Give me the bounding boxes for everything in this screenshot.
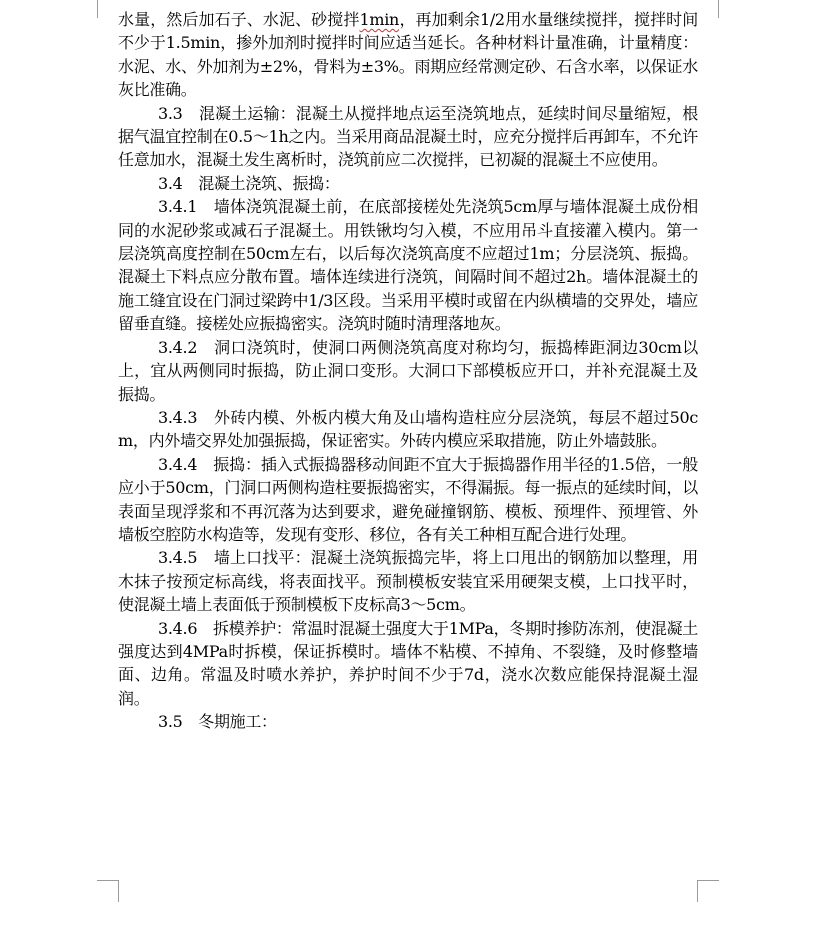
crop-mark-bottom-right-horizontal xyxy=(697,880,719,881)
crop-mark-top-right-vertical xyxy=(718,0,719,18)
paragraph-3-4-5[interactable]: 3.4.5 墙上口找平：混凝土浇筑振捣完毕，将上口甩出的钢筋加以整理，用木抹子按预定标高线，将表面找平。预制模板安装宜采用硬架支模，上口找平时，使混凝土墙上表面低于预制模板下皮标高3～5cm。 xyxy=(118,548,698,615)
crop-mark-bottom-left-horizontal xyxy=(97,880,119,881)
text-segment: 水量，然后加石子、水泥、砂搅拌 xyxy=(118,10,360,29)
paragraph-3-4-3[interactable]: 3.4.3 外砖内模、外板内模大角及山墙构造柱应分层浇筑，每层不超过50cm，内外墙交界处加强振捣，保证密实。外砖内模应采取措施，防止外墙鼓胀。 xyxy=(118,407,698,451)
paragraph-3-4-2[interactable]: 3.4.2 洞口浇筑时，使洞口两侧浇筑高度对称均匀，振捣棒距洞边30cm以上，宜从两侧同时振捣，防止洞口变形。大洞口下部模板应开口，并补充混凝土及振捣。 xyxy=(118,337,698,404)
spellcheck-flagged-word[interactable]: 1min xyxy=(359,10,400,29)
crop-mark-top-left-vertical xyxy=(97,0,98,18)
paragraph-3-4-1[interactable]: 3.4.1 墙体浇筑混凝土前，在底部接槎处先浇筑5cm厚与墙体混凝土成份相同的水泥砂浆或减石子混凝土。用铁锹均匀入模，不应用吊斗直接灌入模内。第一层浇筑高度控制在50cm左右，以后每次浇筑高度不应超过1m；分层浇筑、振捣。混凝土下料点应分散布置。墙体连续进行浇筑，间隔时间不超过2h。墙体混凝土的施工缝宜设在门洞过梁跨中1/3区段。当采用平模时或留在内纵横墙的交界处，墙应留垂直缝。接槎处应振捣密实。浇筑时随时清理落地灰。 xyxy=(118,197,698,334)
crop-mark-bottom-right-vertical xyxy=(697,880,698,902)
crop-mark-bottom-left-vertical xyxy=(118,880,119,902)
paragraph-3-3-transport[interactable]: 3.3 混凝土运输：混凝土从搅拌地点运至浇筑地点，延续时间尽量缩短，根据气温宜控制在0.5～1h之内。当采用商品混凝土时，应充分搅拌后再卸车，不允许任意加水，混凝土发生离析时，浇筑前应二次搅拌，已初凝的混凝土不应使用。 xyxy=(118,103,698,170)
heading-3-5-winter-construction[interactable]: 3.5 冬期施工： xyxy=(158,712,277,732)
heading-3-4-pouring[interactable]: 3.4 混凝土浇筑、振捣： xyxy=(158,173,340,193)
paragraph-3-4-4[interactable]: 3.4.4 振捣：插入式振捣器移动间距不宜大于振捣器作用半径的1.5倍，一般应小于50cm，门洞口两侧构造柱要振捣密实，不得漏振。每一振点的延续时间，以表面呈现浮浆和不再沉落为达到要求，避免碰撞钢筋、模板、预埋件、预埋管、外墙板空腔防水构造等，发现有变形、移位，各有关工种相互配合进行处理。 xyxy=(118,454,698,544)
paragraph-3-4-6[interactable]: 3.4.6 拆模养护：常温时混凝土强度大于1MPa，冬期时掺防冻剂，使混凝土强度达到4MPa时拆模，保证拆模时。墙体不粘模、不掉角、不裂缝，及时修整墙面、边角。常温及时喷水养护，养护时间不少于7d，浇水次数应能保持混凝土湿润。 xyxy=(118,618,698,708)
text-segment: ，再加剩余1/2用水量继续搅拌，搅拌时间不少于1.5min，掺外加剂时搅拌时间应适当延长。各种材料计量准确，计量精度：水泥、水、外加剂为±2%，骨料为±3%。雨期应经常测定砂、石含水率，以保证水灰比准确。 xyxy=(118,10,698,100)
paragraph-mixing[interactable] xyxy=(118,8,698,102)
document-body xyxy=(118,8,698,734)
